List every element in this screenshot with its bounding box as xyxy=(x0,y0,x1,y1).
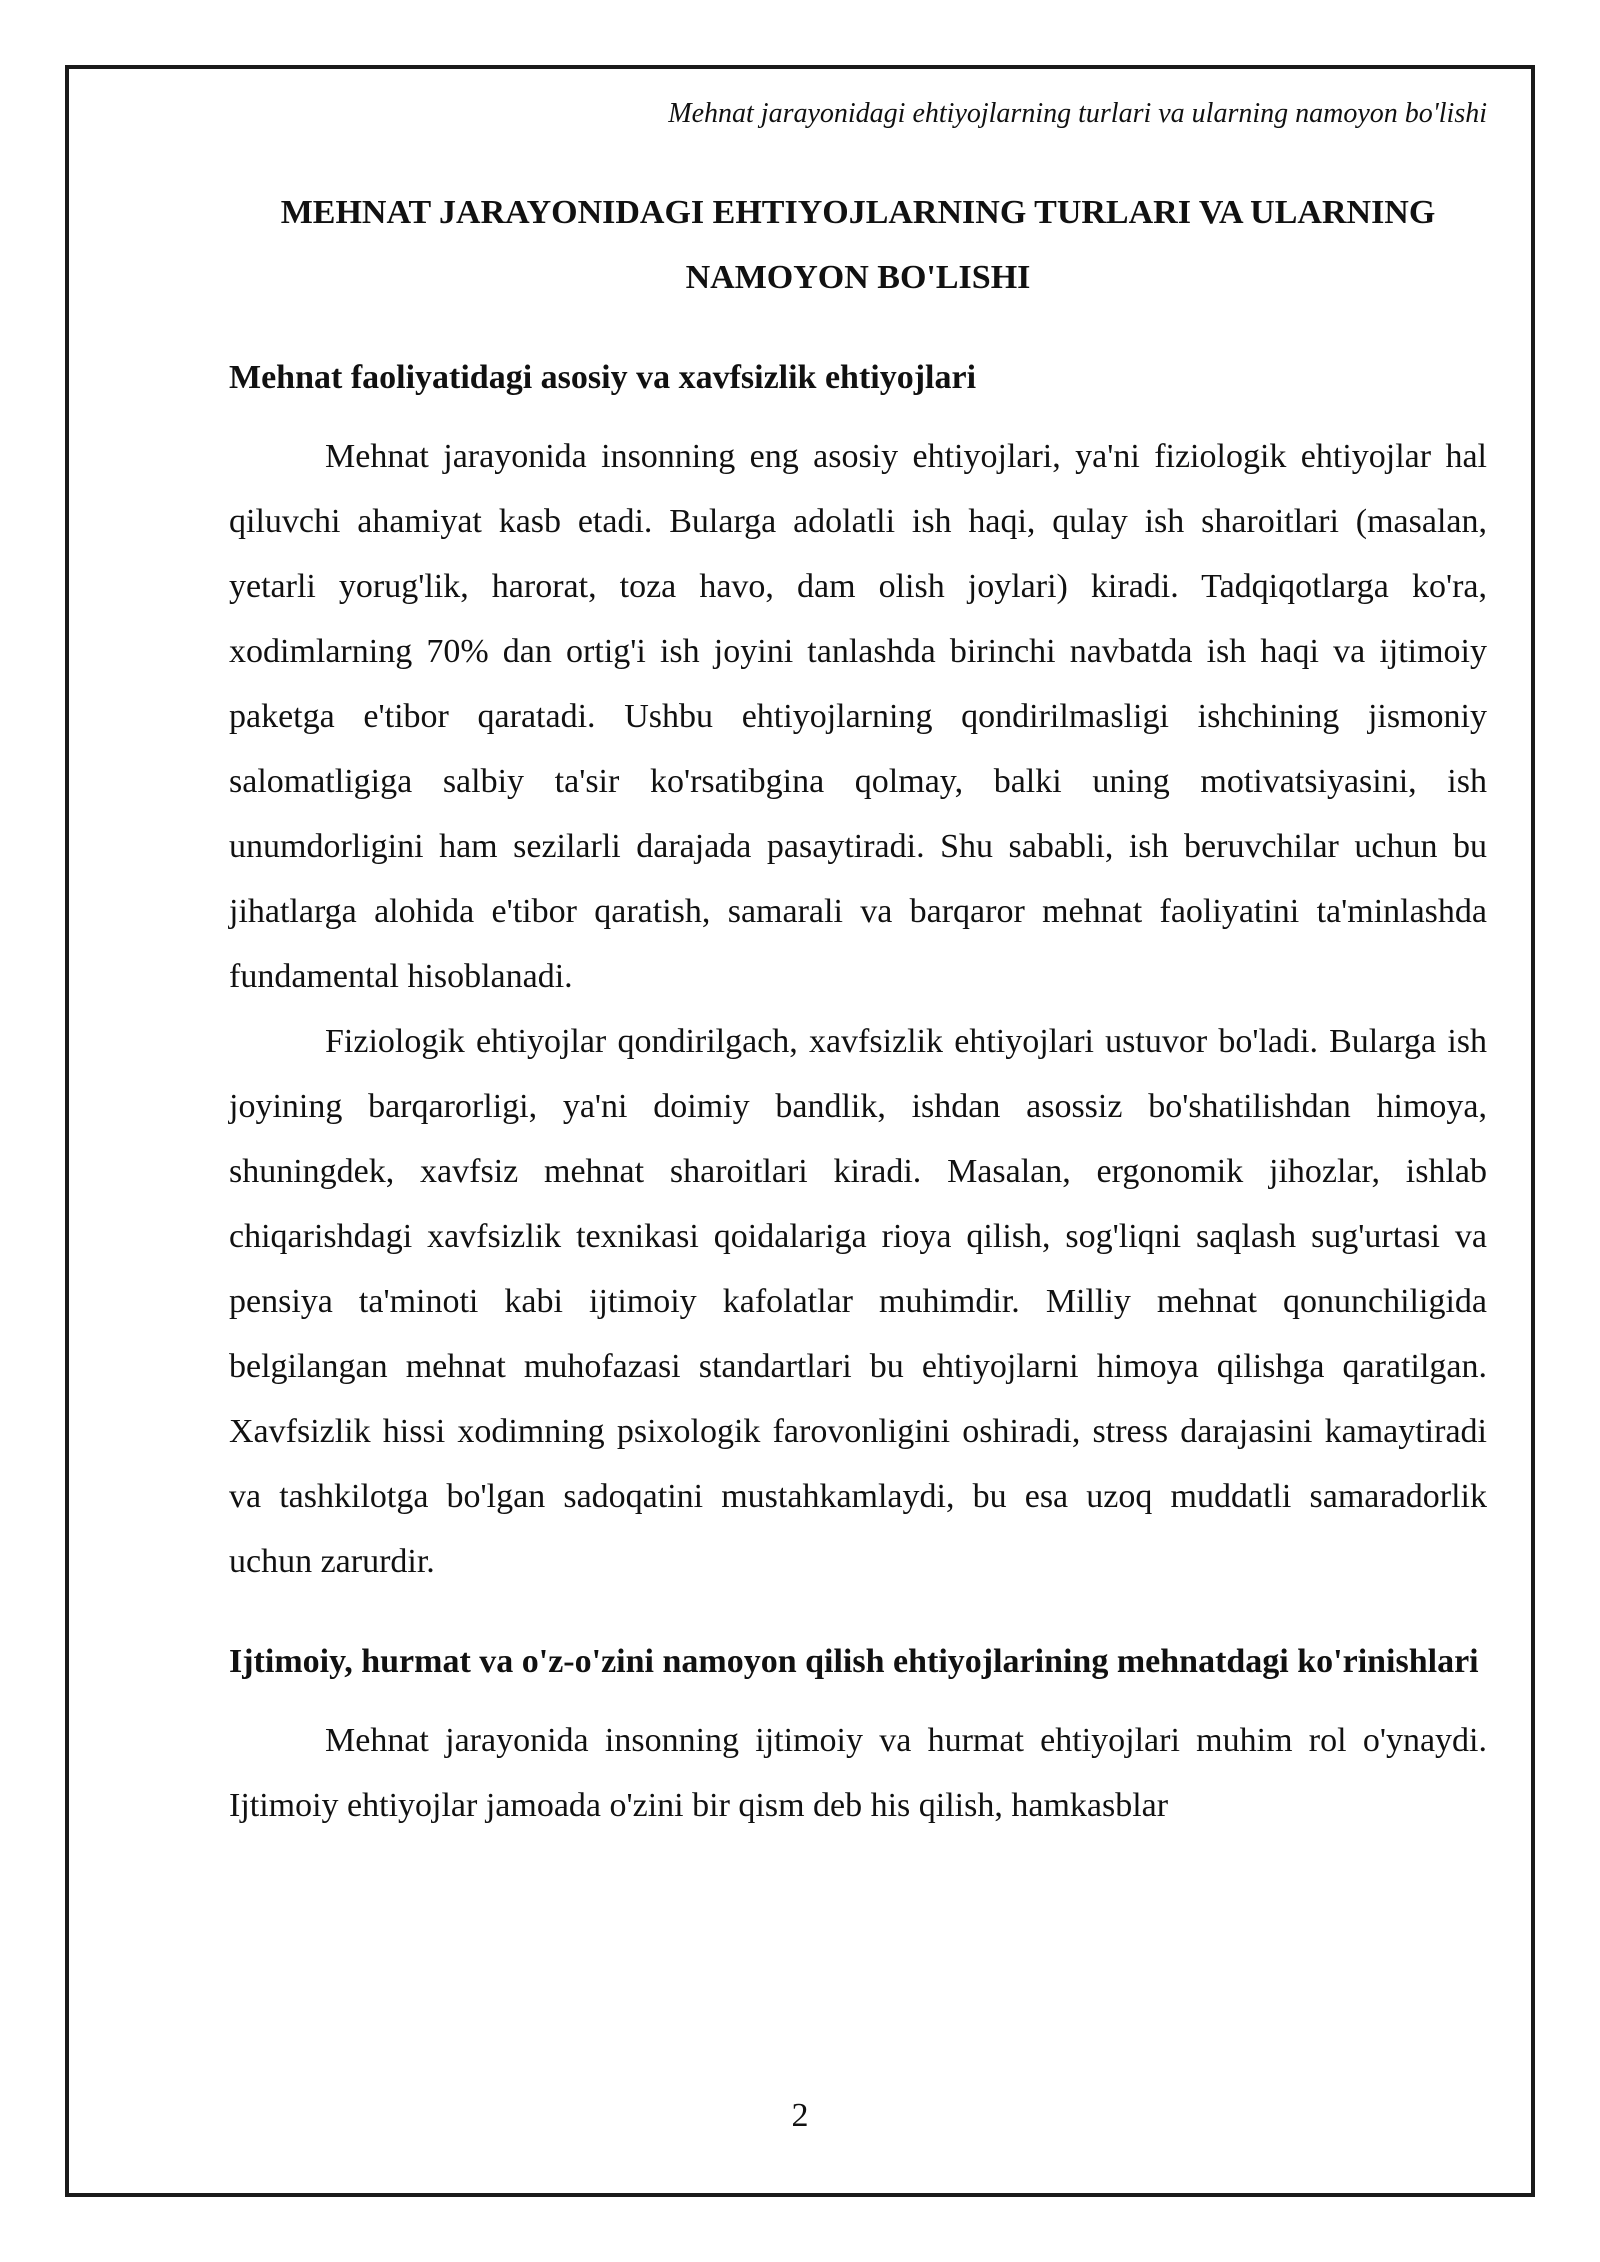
paragraph-safety-needs: Fiziologik ehtiyojlar qondirilgach, xavfsizlik ehtiyojlari ustuvor bo'ladi. Bularga ish joyining barqarorligi, ya'ni doimiy bandlik, ishdan asossiz bo'shatilishdan himoya, shuningdek, xavfsiz mehnat sharoitlari kiradi. Masalan, ergonomik jihozlar, ishlab chiqarishdagi xavfsizlik texnikasi qoidalariga rioya qilish, sog'liqni saqlash sug'urtasi va pensiya ta'minoti kabi ijtimoiy kafolatlar muhimdir. Milliy mehnat qonunchiligida belgilangan mehnat muhofazasi standartlari bu ehtiyojlarni himoya qilishga qaratilgan. Xavfsizlik hissi xodimning psixologik farovonligini oshiradi, stress darajasini kamaytiradi va tashkilotga bo'lgan sadoqatini mustahkamlaydi, bu esa uzoq muddatli samaradorlik uchun zarurdir. xyxy=(229,1023,1487,1580)
page-content xyxy=(229,180,1487,1838)
section-heading-basic-safety: Mehnat faoliyatidagi asosiy va xavfsizlik ehtiyojlari xyxy=(229,359,977,396)
paragraph-physiological-needs: Mehnat jarayonida insonning eng asosiy ehtiyojlari, ya'ni fiziologik ehtiyojlar hal qiluvchi ahamiyat kasb etadi. Bularga adolatli ish haqi, qulay ish sharoitlari (masalan, yetarli yorug'lik, harorat, toza havo, dam olish joylari) kiradi. Tadqiqotlarga ko'ra, xodimlarning 70% dan ortig'i ish joyini tanlashda birinchi navbatda ish haqi va ijtimoiy paketga e'tibor qaratadi. Ushbu ehtiyojlarning qondirilmasligi ishchining jismoniy salomatligiga salbiy ta'sir ko'rsatibgina qolmay, balki uning motivatsiyasini, ish unumdorligini ham sezilarli darajada pasaytiradi. Shu sababli, ish beruvchilar uchun bu jihatlarga alohida e'tibor qaratish, samarali va barqaror mehnat faoliyatini ta'minlashda fundamental hisoblanadi. xyxy=(229,438,1487,995)
document-title: MEHNAT JARAYONIDAGI EHTIYOJLARNING TURLARI VA ULARNING NAMOYON BO'LISHI xyxy=(280,194,1436,296)
page-number: 2 xyxy=(791,2097,809,2134)
running-header: Mehnat jarayonidagi ehtiyojlarning turlari va ularning namoyon bo'lishi xyxy=(668,98,1487,129)
section-heading-social-esteem: Ijtimoiy, hurmat va o'z-o'zini namoyon qilish ehtiyojlarining mehnatdagi ko'rinishlari xyxy=(229,1643,1479,1680)
paragraph-social-needs: Mehnat jarayonida insonning ijtimoiy va hurmat ehtiyojlari muhim rol o'ynaydi. Ijtimoiy ehtiyojlar jamoada o'zini bir qism deb his qilish, hamkasblar xyxy=(229,1722,1487,1824)
